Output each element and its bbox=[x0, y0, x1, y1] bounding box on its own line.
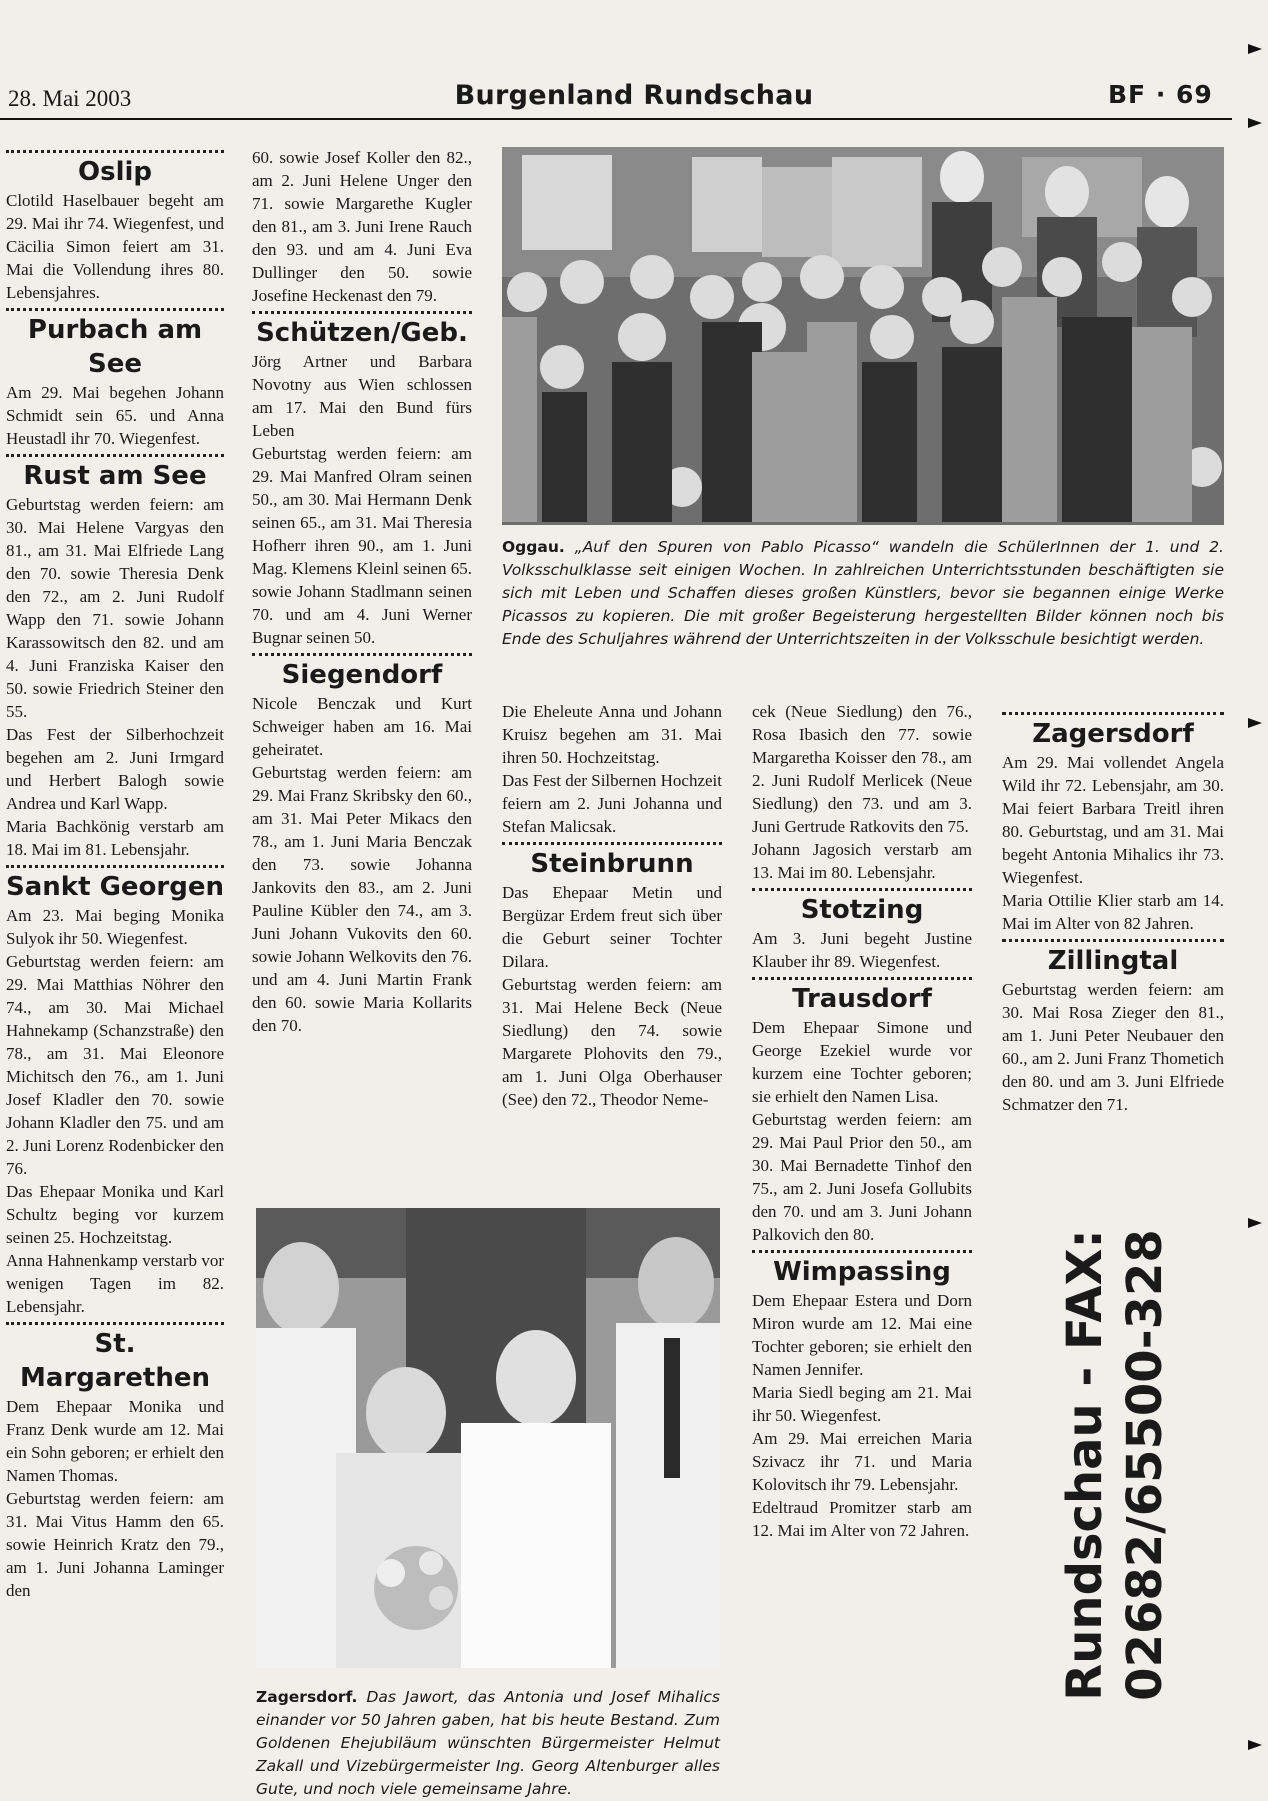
divider bbox=[6, 150, 224, 153]
section-title-zillingtal: Zillingtal bbox=[1047, 946, 1179, 976]
issue-date: 28. Mai 2003 bbox=[8, 86, 132, 111]
divider bbox=[752, 1250, 972, 1253]
paragraph: Das Fest der Silberhochzeit begehen am 2. Juni Irmgard und Herbert Balogh sowie Andrea und Karl Wapp. bbox=[6, 725, 224, 813]
paragraph: Geburtstag werden feiern: am 31. Mai Helene Beck (Neue Siedlung) den 74. sowie Margarete Plohovits den 79., am 1. Juni Olga Oberhauser (See) den 72., Theodor Neme- bbox=[502, 975, 722, 1109]
paragraph: Geburtstag werden feiern: am 29. Mai Franz Skribsky den 60., am 31. Mai Peter Mikacs den 78., am 1. Juni Maria Benczak den 73. sowie Johanna Jankovits den 83., am 2. Juni Pauline Kübler den 74., am 3. Juni Johann Vukovits den 60. sowie Johann Welkovits den 76. und am 4. Juni Martin Frank den 60. sowie Maria Kollarits den 70. bbox=[252, 763, 472, 1035]
photo-zagersdorf-couple bbox=[256, 1208, 720, 1668]
caption-text: „Auf den Spuren von Pablo Picasso“ wandeln die SchülerInnen der 1. und 2. Volksschulklasse seit einigen Wochen. In zahlreichen Unterrichtsstunden beschäftigten sie sich mit Leben und Schaffen dieses großen Künstlers, bevor sie begannen einige Werke Picassos zu kopieren. Die mit großer Begeisterung hergestellten Bilder können noch bis Ende des Schuljahres während der Unterrichtszeiten in der Volksschule besichtigt werden. bbox=[502, 538, 1224, 648]
paragraph: Maria Siedl beging am 21. Mai ihr 50. Wiegenfest. bbox=[752, 1383, 972, 1425]
photo-oggau-class bbox=[502, 147, 1224, 525]
fax-banner bbox=[1025, 1229, 1205, 1701]
paragraph: Am 29. Mai erreichen Maria Szivacz ihr 71. und Maria Kolovitsch ihr 79. Lebensjahr. bbox=[752, 1429, 972, 1494]
photo-couple-illustration bbox=[256, 1208, 720, 1668]
paragraph: Anna Hahnenkamp verstarb vor wenigen Tagen im 82. Lebensjahr. bbox=[6, 1251, 224, 1316]
section-title-stotzing: Stotzing bbox=[800, 895, 924, 925]
divider bbox=[1002, 712, 1224, 715]
section-title-georgen: Sankt Georgen bbox=[6, 872, 224, 902]
section-title-schuetzen: Schützen/Geb. bbox=[256, 318, 468, 348]
paragraph: Das Ehepaar Metin und Bergüzar Erdem freut sich über die Geburt seiner Tochter Dilara. bbox=[502, 883, 722, 971]
registration-mark bbox=[1248, 1740, 1262, 1750]
paragraph: Geburtstag werden feiern: am 31. Mai Vitus Hamm den 65. sowie Heinrich Kratz den 79., am 1. Juni Johanna Laminger den bbox=[6, 1489, 224, 1600]
paragraph: Nicole Benczak und Kurt Schweiger haben am 16. Mai geheiratet. bbox=[252, 694, 472, 759]
divider bbox=[752, 977, 972, 980]
divider bbox=[6, 308, 224, 311]
fax-number: 02682/65500-328 bbox=[1117, 1229, 1173, 1701]
paragraph: Geburtstag werden feiern: am 29. Mai Matthias Nöhrer den 74., am 30. Mai Michael Hahnekamp (Schanzstraße) den 78., am 31. Mai Eleonore Michitsch den 76., am 1. Juni Josef Kladler den 70. sowie Johann Kladler den 75. und am 2. Juni Lorenz Rodenbicker den 76. bbox=[6, 952, 224, 1178]
section-title-steinbrunn: Steinbrunn bbox=[530, 849, 694, 879]
divider bbox=[1002, 939, 1224, 942]
paragraph: Am 3. Juni begeht Justine Klauber ihr 89. Wiegenfest. bbox=[752, 929, 972, 971]
header-rule bbox=[0, 118, 1232, 120]
paragraph: Johann Jagosich verstarb am 13. Mai im 80. Lebensjahr. bbox=[752, 840, 972, 882]
column-3 bbox=[502, 700, 722, 1111]
paragraph: Dem Ehepaar Estera und Dorn Miron wurde am 12. Mai eine Tochter geboren; sie erhielt den Namen Jennifer. bbox=[752, 1291, 972, 1379]
divider bbox=[252, 311, 472, 314]
paragraph: Am 29. Mai vollendet Angela Wild ihr 72. Lebensjahr, am 30. Mai feiert Barbara Treitl ihren 80. Geburtstag, und am 31. Mai begeht Antonia Mihalics ihr 73. Wiegenfest. bbox=[1002, 753, 1224, 887]
section-title-trausdorf: Trausdorf bbox=[792, 984, 932, 1014]
paragraph: Geburtstag werden feiern: am 30. Mai Rosa Zieger den 81., am 1. Juni Peter Neubauer den 60., am 2. Juni Franz Thometich den 80. und am 3. Juni Elfriede Schmatzer den 71. bbox=[1002, 980, 1224, 1114]
divider bbox=[6, 454, 224, 457]
paragraph: Edeltraud Promitzer starb am 12. Mai im Alter von 72 Jahren. bbox=[752, 1498, 972, 1540]
column-5 bbox=[1002, 708, 1224, 1116]
paragraph: Am 23. Mai beging Monika Sulyok ihr 50. Wiegenfest. bbox=[6, 906, 224, 948]
section-title-rust: Rust am See bbox=[23, 461, 207, 491]
registration-mark bbox=[1248, 1218, 1262, 1228]
paragraph: 60. sowie Josef Koller den 82., am 2. Juni Helene Unger den 71. sowie Margarethe Kugler den 81., am 3. Juni Irene Rauch den 93. und am 4. Juni Eva Dullinger den 50. sowie Josefine Heckenast den 79. bbox=[252, 148, 472, 305]
paragraph: Geburtstag werden feiern: am 29. Mai Paul Prior den 50., am 30. Mai Bernadette Tinhof den 75., am 2. Juni Josefa Gollubits den 70. und am 3. Juni Johann Palkovich den 80. bbox=[752, 1110, 972, 1244]
caption-text: Das Jawort, das Antonia und Josef Mihalics einander vor 50 Jahren gaben, hat bis heute Bestand. Zum Goldenen Ehejubiläum wünschten Bürgermeister Helmut Zakall und Vizebürgermeister Ing. Georg Altenburger alles Gute, und noch viele gemeinsame Jahre. bbox=[256, 1688, 720, 1798]
caption-oggau bbox=[502, 536, 1224, 651]
page-number: BF · 69 bbox=[1108, 80, 1213, 109]
registration-mark bbox=[1248, 118, 1262, 128]
section-title-siegendorf: Siegendorf bbox=[281, 660, 443, 690]
paragraph: Geburtstag werden feiern: am 29. Mai Manfred Olram seinen 50., am 30. Mai Hermann Denk seinen 65., am 31. Mai Theresia Hofherr ihren 90., am 1. Juni Mag. Klemens Kleinl seinen 65. sowie Johann Stadlmann seinen 70. und am 4. Juni Werner Bugnar seinen 50. bbox=[252, 444, 473, 647]
newspaper-title: Burgenland Rundschau bbox=[454, 80, 814, 111]
divider bbox=[252, 653, 472, 656]
divider bbox=[752, 888, 972, 891]
paragraph: Jörg Artner und Barbara Novotny aus Wien schlossen am 17. Mai den Bund fürs Leben bbox=[252, 352, 472, 440]
registration-mark bbox=[1248, 44, 1262, 54]
caption-lead: Zagersdorf. bbox=[256, 1688, 358, 1706]
paragraph: Maria Ottilie Klier starb am 14. Mai im Alter von 82 Jahren. bbox=[1002, 891, 1224, 933]
divider bbox=[6, 865, 224, 868]
paragraph: Geburtstag werden feiern: am 30. Mai Helene Vargyas den 81., am 31. Mai Elfriede Lang den 70. sowie Theresia Denk den 72., am 2. Juni Rudolf Wapp den 71. sowie Johann Karassowitsch den 82. und am 4. Juni Franziska Kaiser den 50. sowie Friedrich Steiner den 55. bbox=[6, 495, 224, 721]
page-header bbox=[0, 78, 1268, 118]
column-1 bbox=[6, 146, 224, 1602]
paragraph: Das Ehepaar Monika und Karl Schultz beging vor kurzem seinen 25. Hochzeitstag. bbox=[6, 1182, 224, 1247]
caption-zagersdorf bbox=[256, 1686, 720, 1801]
paragraph: Am 29. Mai begehen Johann Schmidt sein 65. und Anna Heustadl ihr 70. Wiegenfest. bbox=[6, 383, 224, 448]
paragraph: Dem Ehepaar Monika und Franz Denk wurde am 12. Mai ein Sohn geboren; er erhielt den Namen Thomas. bbox=[6, 1397, 224, 1485]
photo-class-illustration bbox=[502, 147, 1224, 525]
divider bbox=[502, 842, 722, 845]
section-title-oslip: Oslip bbox=[77, 157, 152, 187]
fax-label: Rundschau - FAX: bbox=[1057, 1229, 1113, 1701]
paragraph: Das Fest der Silbernen Hochzeit feiern am 2. Juni Johanna und Stefan Malicsak. bbox=[502, 771, 722, 836]
paragraph: Clotild Haselbauer begeht am 29. Mai ihr 74. Wiegenfest, und Cäcilia Simon feiert am 31. Mai die Vollendung ihres 80. Lebensjahres. bbox=[6, 191, 224, 302]
registration-mark bbox=[1248, 718, 1262, 728]
section-title-purbach: Purbach am See bbox=[27, 315, 203, 379]
paragraph: Maria Bachkönig verstarb am 18. Mai im 81. Lebensjahr. bbox=[6, 817, 224, 859]
section-title-zagersdorf: Zagersdorf bbox=[1032, 719, 1194, 749]
caption-lead: Oggau. bbox=[502, 538, 565, 556]
divider bbox=[6, 1322, 224, 1325]
section-title-margarethen: St. Margarethen bbox=[20, 1329, 210, 1393]
paragraph: Dem Ehepaar Simone und George Ezekiel wurde vor kurzem eine Tochter geboren; sie erhielt den Namen Lisa. bbox=[752, 1018, 972, 1106]
paragraph: Die Eheleute Anna und Johann Kruisz begehen am 31. Mai ihren 50. Hochzeitstag. bbox=[502, 702, 722, 767]
column-4 bbox=[752, 700, 972, 1542]
paragraph: cek (Neue Siedlung) den 76., Rosa Ibasich den 77. sowie Margaretha Koisser den 78., am 2. Juni Rudolf Merlicek (Neue Siedlung) den 73. und am 3. Juni Gertrude Ratkovits den 75. bbox=[752, 702, 972, 836]
section-title-wimpassing: Wimpassing bbox=[773, 1257, 951, 1287]
column-2 bbox=[252, 146, 472, 1037]
